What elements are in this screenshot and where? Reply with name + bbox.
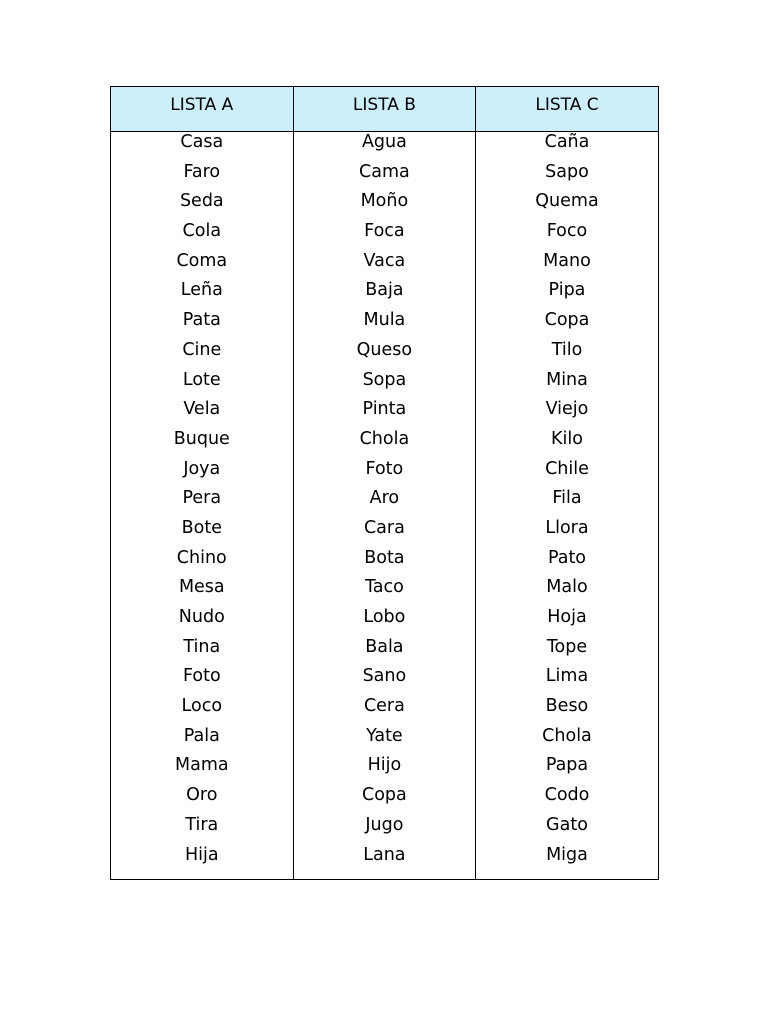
word-cell-lista-b: Cama xyxy=(293,162,476,192)
table-row xyxy=(111,726,659,756)
word-cell-lista-b: Jugo xyxy=(293,815,476,845)
word-cell-lista-c: Pato xyxy=(476,548,659,578)
header-lista-c: LISTA C xyxy=(476,87,659,132)
table-row xyxy=(111,518,659,548)
table-body xyxy=(111,132,659,880)
word-cell-lista-a: Foto xyxy=(111,666,294,696)
word-cell-lista-a: Tira xyxy=(111,815,294,845)
word-cell-lista-b: Hijo xyxy=(293,755,476,785)
word-cell-lista-b: Agua xyxy=(293,132,476,162)
word-cell-lista-c: Copa xyxy=(476,310,659,340)
word-cell-lista-a: Coma xyxy=(111,251,294,281)
word-cell-lista-c: Lima xyxy=(476,666,659,696)
word-cell-lista-c: Llora xyxy=(476,518,659,548)
word-cell-lista-a: Mama xyxy=(111,755,294,785)
table-row xyxy=(111,221,659,251)
table-row xyxy=(111,548,659,578)
table-row xyxy=(111,162,659,192)
table-row xyxy=(111,815,659,845)
word-cell-lista-b: Foto xyxy=(293,459,476,489)
word-cell-lista-c: Kilo xyxy=(476,429,659,459)
word-cell-lista-b: Pinta xyxy=(293,399,476,429)
word-list-table xyxy=(110,86,659,880)
word-cell-lista-a: Buque xyxy=(111,429,294,459)
table-row xyxy=(111,370,659,400)
table-row xyxy=(111,191,659,221)
word-cell-lista-b: Lobo xyxy=(293,607,476,637)
table-row xyxy=(111,459,659,489)
table-row xyxy=(111,340,659,370)
word-cell-lista-b: Cara xyxy=(293,518,476,548)
word-cell-lista-b: Bota xyxy=(293,548,476,578)
word-cell-lista-a: Bote xyxy=(111,518,294,548)
word-cell-lista-b: Lana xyxy=(293,845,476,880)
word-cell-lista-b: Baja xyxy=(293,280,476,310)
word-cell-lista-c: Papa xyxy=(476,755,659,785)
word-cell-lista-a: Pera xyxy=(111,488,294,518)
word-cell-lista-c: Chola xyxy=(476,726,659,756)
word-cell-lista-b: Yate xyxy=(293,726,476,756)
word-cell-lista-c: Chile xyxy=(476,459,659,489)
table-row xyxy=(111,845,659,880)
table-row xyxy=(111,607,659,637)
table-row xyxy=(111,488,659,518)
word-cell-lista-b: Sopa xyxy=(293,370,476,400)
word-cell-lista-a: Joya xyxy=(111,459,294,489)
table-row xyxy=(111,399,659,429)
word-cell-lista-b: Bala xyxy=(293,637,476,667)
word-cell-lista-a: Faro xyxy=(111,162,294,192)
word-cell-lista-c: Gato xyxy=(476,815,659,845)
word-cell-lista-c: Tope xyxy=(476,637,659,667)
word-cell-lista-c: Viejo xyxy=(476,399,659,429)
word-cell-lista-a: Loco xyxy=(111,696,294,726)
word-cell-lista-a: Lote xyxy=(111,370,294,400)
word-cell-lista-b: Mula xyxy=(293,310,476,340)
table-row xyxy=(111,755,659,785)
word-cell-lista-a: Hija xyxy=(111,845,294,880)
table-row xyxy=(111,429,659,459)
table-row xyxy=(111,696,659,726)
word-cell-lista-c: Sapo xyxy=(476,162,659,192)
header-lista-b: LISTA B xyxy=(293,87,476,132)
word-cell-lista-c: Tilo xyxy=(476,340,659,370)
word-cell-lista-a: Cola xyxy=(111,221,294,251)
word-cell-lista-a: Leña xyxy=(111,280,294,310)
word-cell-lista-a: Cine xyxy=(111,340,294,370)
word-cell-lista-c: Mina xyxy=(476,370,659,400)
word-cell-lista-c: Beso xyxy=(476,696,659,726)
word-cell-lista-b: Cera xyxy=(293,696,476,726)
table-row xyxy=(111,280,659,310)
table-row xyxy=(111,310,659,340)
table-row xyxy=(111,666,659,696)
word-cell-lista-b: Queso xyxy=(293,340,476,370)
word-cell-lista-c: Hoja xyxy=(476,607,659,637)
word-cell-lista-b: Aro xyxy=(293,488,476,518)
word-cell-lista-b: Copa xyxy=(293,785,476,815)
header-lista-a: LISTA A xyxy=(111,87,294,132)
word-cell-lista-b: Chola xyxy=(293,429,476,459)
word-cell-lista-a: Tina xyxy=(111,637,294,667)
word-cell-lista-b: Foca xyxy=(293,221,476,251)
word-cell-lista-a: Nudo xyxy=(111,607,294,637)
header-row xyxy=(111,87,659,132)
table-row xyxy=(111,785,659,815)
table-header xyxy=(111,87,659,132)
word-cell-lista-a: Vela xyxy=(111,399,294,429)
word-cell-lista-a: Mesa xyxy=(111,577,294,607)
word-cell-lista-c: Miga xyxy=(476,845,659,880)
table-row xyxy=(111,577,659,607)
word-cell-lista-c: Caña xyxy=(476,132,659,162)
word-cell-lista-b: Moño xyxy=(293,191,476,221)
word-cell-lista-b: Vaca xyxy=(293,251,476,281)
word-cell-lista-a: Pala xyxy=(111,726,294,756)
table-row xyxy=(111,637,659,667)
word-cell-lista-c: Foco xyxy=(476,221,659,251)
table-row xyxy=(111,251,659,281)
word-cell-lista-a: Pata xyxy=(111,310,294,340)
word-cell-lista-c: Mano xyxy=(476,251,659,281)
word-cell-lista-a: Chino xyxy=(111,548,294,578)
word-cell-lista-a: Casa xyxy=(111,132,294,162)
word-cell-lista-c: Malo xyxy=(476,577,659,607)
word-cell-lista-c: Fila xyxy=(476,488,659,518)
word-cell-lista-a: Seda xyxy=(111,191,294,221)
word-cell-lista-c: Pipa xyxy=(476,280,659,310)
word-cell-lista-a: Oro xyxy=(111,785,294,815)
table-row xyxy=(111,132,659,162)
word-cell-lista-c: Codo xyxy=(476,785,659,815)
word-cell-lista-b: Taco xyxy=(293,577,476,607)
word-cell-lista-c: Quema xyxy=(476,191,659,221)
word-cell-lista-b: Sano xyxy=(293,666,476,696)
